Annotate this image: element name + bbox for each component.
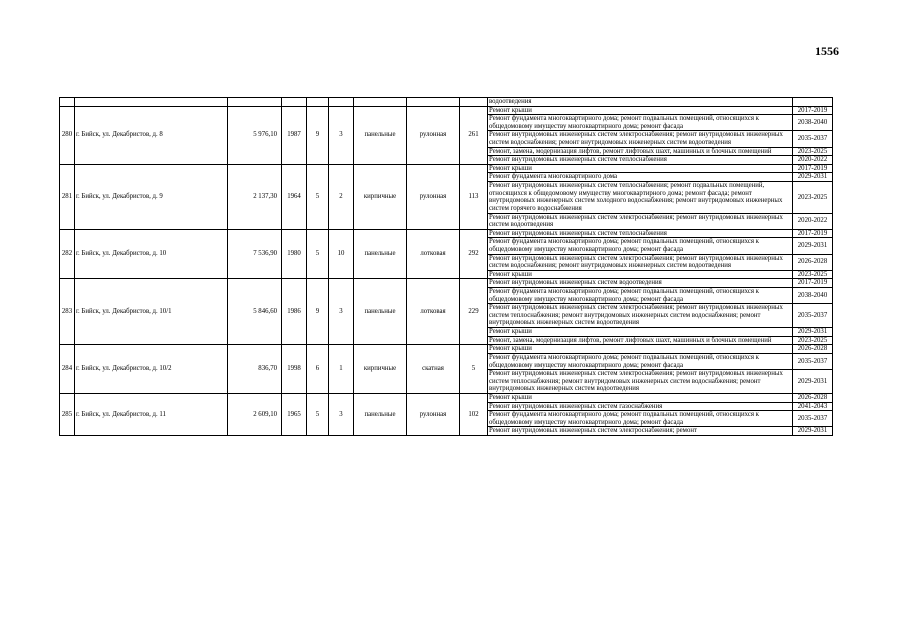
house-number: 284 [60,345,75,394]
roof-type: рулонная [407,393,460,435]
house-area: 2 137,30 [228,164,282,229]
house-address: г. Бийск, ул. Декабристов, д. 10/2 [75,345,228,394]
work-name: Ремонт внутридомовых инженерных систем электроснабжения; ремонт [488,427,793,436]
floors-count: 5 [307,393,329,435]
work-years: 2029-2031 [793,370,833,394]
work-name: Ремонт крыши [488,106,793,115]
apartments-count: 229 [460,279,488,345]
work-years: 2038-2040 [793,288,833,304]
work-years: 2017-2019 [793,106,833,115]
work-name: Ремонт внутридомовых инженерных систем теплоснабжения [488,229,793,238]
work-years: 2038-2040 [793,115,833,131]
work-name: Ремонт внутридомовых инженерных систем теплоснабжения [488,156,793,165]
floors-count: 5 [307,229,329,279]
work-years: 2020-2022 [793,213,833,229]
work-years: 2029-2031 [793,427,833,436]
work-name: Ремонт внутридомовых инженерных систем электроснабжения; ремонт внутридомовых инженерных систем теплоснабжения; ремонт внутридомовых инженерных систем водоснабжения; ремонт внутридомовых инженерных систем водоотведения [488,370,793,394]
work-name: Ремонт фундамента многоквартирного дома; ремонт подвальных помещений, относящихся к общедомовому имуществу многоквартирного дома; ремонт фасада [488,238,793,254]
floors-count: 9 [307,106,329,164]
repair-schedule-table [59,97,833,436]
work-years: 2035-2037 [793,304,833,328]
apartments-count: 113 [460,164,488,229]
house-address: г. Бийск, ул. Декабристов, д. 10/1 [75,279,228,345]
work-name: Ремонт крыши [488,393,793,402]
work-years: 2023-2025 [793,182,833,213]
build-year: 1986 [282,279,307,345]
wall-material: панельные [354,393,407,435]
build-year: 1998 [282,345,307,394]
house-address: г. Бийск, ул. Декабристов, д. 8 [75,106,228,164]
work-years: 2035-2037 [793,353,833,369]
wall-material: панельные [354,279,407,345]
work-years: 2029-2031 [793,173,833,182]
table-row [60,106,833,115]
work-name: Ремонт фундамента многоквартирного дома; ремонт подвальных помещений, относящихся к общедомовому имуществу многоквартирного дома; ремонт фасада [488,288,793,304]
build-year: 1964 [282,164,307,229]
entrances-count: 1 [329,345,354,394]
apartments-count: 292 [460,229,488,279]
work-years: 2026-2028 [793,393,833,402]
work-years: 2017-2019 [793,279,833,288]
apartments-count: 5 [460,345,488,394]
work-years: 2035-2037 [793,411,833,427]
work-name: Ремонт, замена, модернизация лифтов, ремонт лифтовых шахт, машинных и блочных помещений [488,147,793,156]
apartments-count: 261 [460,106,488,164]
work-name: Ремонт, замена, модернизация лифтов, ремонт лифтовых шахт, машинных и блочных помещений [488,336,793,345]
wall-material: кирпичные [354,164,407,229]
house-number: 280 [60,106,75,164]
house-address: г. Бийск, ул. Декабристов, д. 10 [75,229,228,279]
work-name: Ремонт фундамента многоквартирного дома [488,173,793,182]
work-continuation: водоотведения [488,98,793,107]
house-area: 2 609,10 [228,393,282,435]
build-year: 1980 [282,229,307,279]
roof-type: лотковая [407,279,460,345]
work-name: Ремонт крыши [488,328,793,337]
work-name: Ремонт крыши [488,345,793,354]
house-area: 5 846,60 [228,279,282,345]
continuation-row [60,98,833,107]
roof-type: рулонная [407,164,460,229]
table-body [60,98,833,436]
table-row [60,279,833,288]
table-row [60,393,833,402]
work-name: Ремонт внутридомовых инженерных систем электроснабжения; ремонт внутридомовых инженерных систем водоснабжения; ремонт внутридомовых инженерных систем водоотведения [488,254,793,270]
work-name: Ремонт внутридомовых инженерных систем электроснабжения; ремонт внутридомовых инженерных систем водоотведения [488,213,793,229]
work-years: 2026-2028 [793,254,833,270]
work-years: 2035-2037 [793,131,833,147]
table-row [60,164,833,173]
roof-type: лотковая [407,229,460,279]
work-years: 2020-2022 [793,156,833,165]
work-name: Ремонт крыши [488,270,793,279]
wall-material: кирпичные [354,345,407,394]
work-years: 2023-2025 [793,147,833,156]
house-number: 283 [60,279,75,345]
house-area: 7 536,90 [228,229,282,279]
entrances-count: 10 [329,229,354,279]
entrances-count: 3 [329,106,354,164]
entrances-count: 3 [329,393,354,435]
wall-material: панельные [354,229,407,279]
work-years: 2029-2031 [793,238,833,254]
roof-type: рулонная [407,106,460,164]
house-area: 5 976,10 [228,106,282,164]
table-row [60,229,833,238]
work-name: Ремонт внутридомовых инженерных систем водоотведения [488,279,793,288]
work-name: Ремонт внутридомовых инженерных систем электроснабжения; ремонт внутридомовых инженерных систем водоснабжения; ремонт внутридомовых инженерных систем водоотведения [488,131,793,147]
work-name: Ремонт крыши [488,164,793,173]
work-name: Ремонт внутридомовых инженерных систем теплоснабжения; ремонт подвальных помещений, относящихся к общедомовому имуществу многоквартирного дома; ремонт фасада; ремонт внутридомовых инженерных систем холодного водоснабжения; ремонт внутридомовых инженерных систем горячего водоснабжения [488,182,793,213]
house-number: 282 [60,229,75,279]
work-name: Ремонт внутридомовых инженерных систем газоснабжения [488,402,793,411]
work-name: Ремонт фундамента многоквартирного дома; ремонт подвальных помещений, относящихся к общедомовому имуществу многоквартирного дома; ремонт фасада [488,115,793,131]
house-address: г. Бийск, ул. Декабристов, д. 11 [75,393,228,435]
work-name: Ремонт фундамента многоквартирного дома; ремонт подвальных помещений, относящихся к общедомовому имуществу многоквартирного дома; ремонт фасада [488,353,793,369]
table-row [60,345,833,354]
entrances-count: 2 [329,164,354,229]
house-area: 836,70 [228,345,282,394]
build-year: 1987 [282,106,307,164]
house-number: 285 [60,393,75,435]
work-years: 2041-2043 [793,402,833,411]
floors-count: 5 [307,164,329,229]
wall-material: панельные [354,106,407,164]
floors-count: 9 [307,279,329,345]
build-year: 1965 [282,393,307,435]
work-years: 2023-2025 [793,336,833,345]
work-years: 2017-2019 [793,164,833,173]
work-years: 2026-2028 [793,345,833,354]
apartments-count: 102 [460,393,488,435]
house-number: 281 [60,164,75,229]
work-years: 2023-2025 [793,270,833,279]
work-years: 2029-2031 [793,328,833,337]
page-number: 1556 [815,44,839,58]
entrances-count: 3 [329,279,354,345]
roof-type: скатная [407,345,460,394]
house-address: г. Бийск, ул. Декабристов, д. 9 [75,164,228,229]
floors-count: 6 [307,345,329,394]
work-name: Ремонт внутридомовых инженерных систем электроснабжения; ремонт внутридомовых инженерных систем теплоснабжения; ремонт внутридомовых инженерных систем водоснабжения; ремонт внутридомовых инженерных систем водоотведения [488,304,793,328]
work-years: 2017-2019 [793,229,833,238]
work-name: Ремонт фундамента многоквартирного дома; ремонт подвальных помещений, относящихся к общедомовому имуществу многоквартирного дома; ремонт фасада [488,411,793,427]
